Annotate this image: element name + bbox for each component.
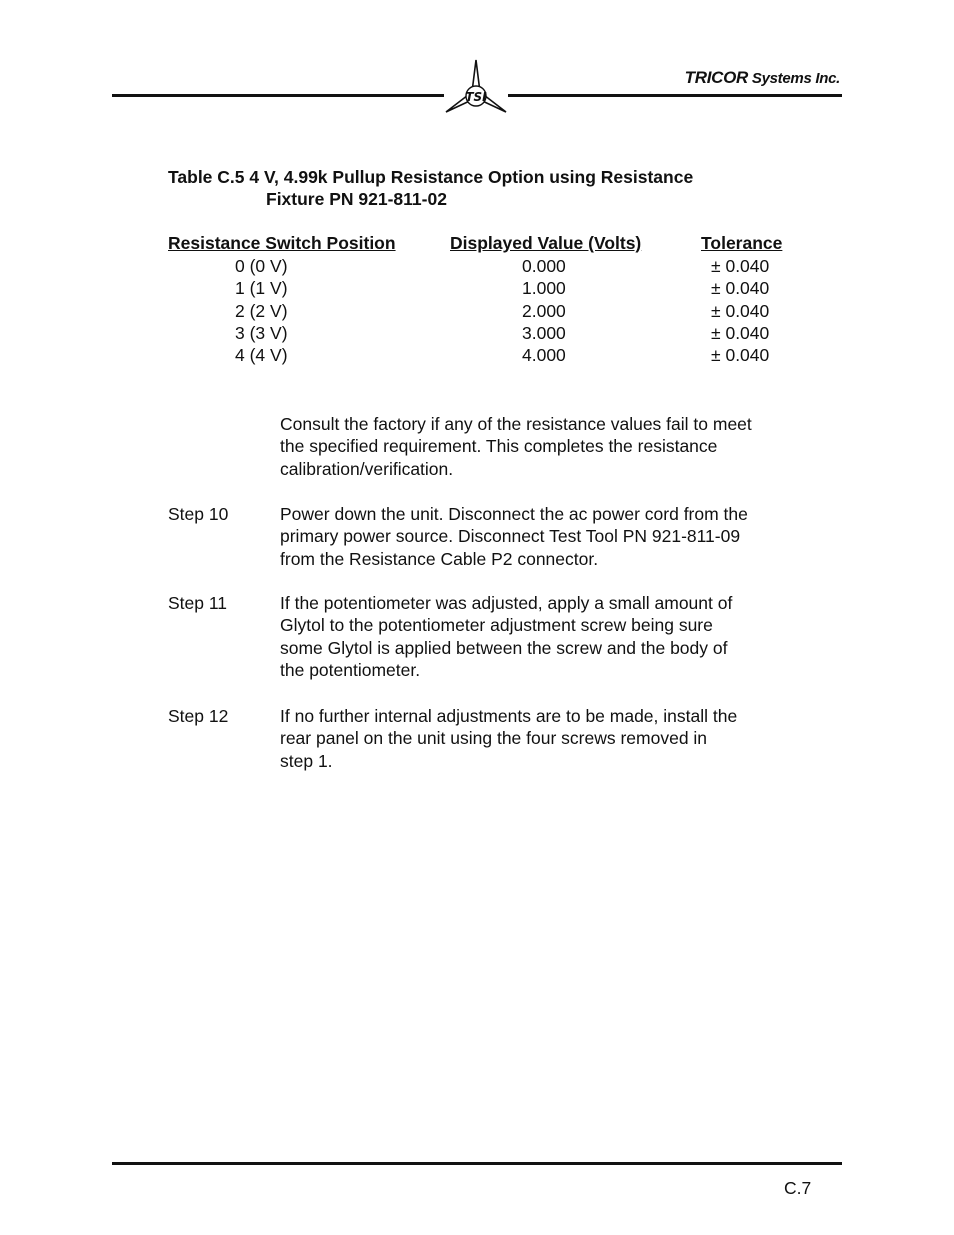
table-title-line2: Fixture PN 921-811-02: [266, 189, 447, 209]
logo-lettering: TSI: [465, 90, 487, 104]
table-cell: 4 (4 V): [235, 345, 288, 366]
table-cell: ± 0.040: [711, 300, 770, 321]
page-number: C.7: [784, 1178, 812, 1198]
table-cell: 4.000: [522, 345, 566, 366]
paragraph-line: calibration/verification.: [280, 458, 454, 479]
brand-bold: TRICOR: [684, 68, 749, 87]
paragraph-line: rear panel on the unit using the four screws removed in: [280, 728, 708, 749]
table-cell: 0 (0 V): [235, 256, 288, 276]
step-11-text: [280, 592, 825, 682]
paragraph-line: from the Resistance Cable P2 connector.: [280, 548, 599, 569]
paragraph-line: the specified requirement. This completes the resistance: [280, 436, 718, 457]
tricor-logo-icon: [444, 58, 508, 116]
table-cell: 1 (1 V): [235, 278, 288, 299]
footer-rule: [112, 1162, 842, 1165]
paragraph-line: the potentiometer.: [280, 660, 421, 681]
paragraph-line: If no further internal adjustments are to be made, install the: [280, 706, 738, 726]
consult-factory-paragraph: [280, 413, 825, 480]
step-12-label: Step 12: [168, 706, 229, 726]
paragraph-line: Power down the unit. Disconnect the ac power cord from the: [280, 504, 748, 524]
col-header-position: Resistance Switch Position: [168, 233, 396, 253]
table-cell: 3 (3 V): [235, 322, 288, 343]
paragraph-line: If the potentiometer was adjusted, apply a small amount of: [280, 593, 733, 613]
step-11-label: Step 11: [168, 593, 228, 613]
step-10-text: [280, 503, 825, 570]
paragraph-line: some Glytol is applied between the screw and the body of: [280, 637, 728, 658]
table-cell: ± 0.040: [711, 278, 770, 299]
step-12-text: [280, 705, 825, 772]
table-title-line1: Table C.5 4 V, 4.99k Pullup Resistance Option using Resistance: [168, 167, 694, 187]
table-cell: 1.000: [522, 278, 566, 299]
paragraph-line: step 1.: [280, 750, 333, 771]
col-header-tolerance: Tolerance: [701, 233, 783, 253]
col-header-displayed-value: Displayed Value (Volts): [450, 233, 642, 253]
table-cell: 2.000: [522, 300, 566, 321]
table-cell: ± 0.040: [711, 345, 770, 366]
table-cell: ± 0.040: [711, 256, 770, 276]
table-cell: 3.000: [522, 322, 566, 343]
table-cell: 0.000: [522, 256, 566, 276]
table-cell: 2 (2 V): [235, 300, 288, 321]
paragraph-line: primary power source. Disconnect Test Tool PN 921-811-09: [280, 526, 741, 547]
step-10-label: Step 10: [168, 504, 229, 524]
brand-rest: Systems Inc.: [748, 70, 840, 87]
paragraph-line: Consult the factory if any of the resistance values fail to meet: [280, 414, 752, 434]
company-logo: [444, 58, 508, 116]
table-cell: ± 0.040: [711, 322, 770, 343]
table-title: [168, 166, 693, 210]
paragraph-line: Glytol to the potentiometer adjustment screw being sure: [280, 615, 713, 636]
company-name: [640, 68, 840, 88]
